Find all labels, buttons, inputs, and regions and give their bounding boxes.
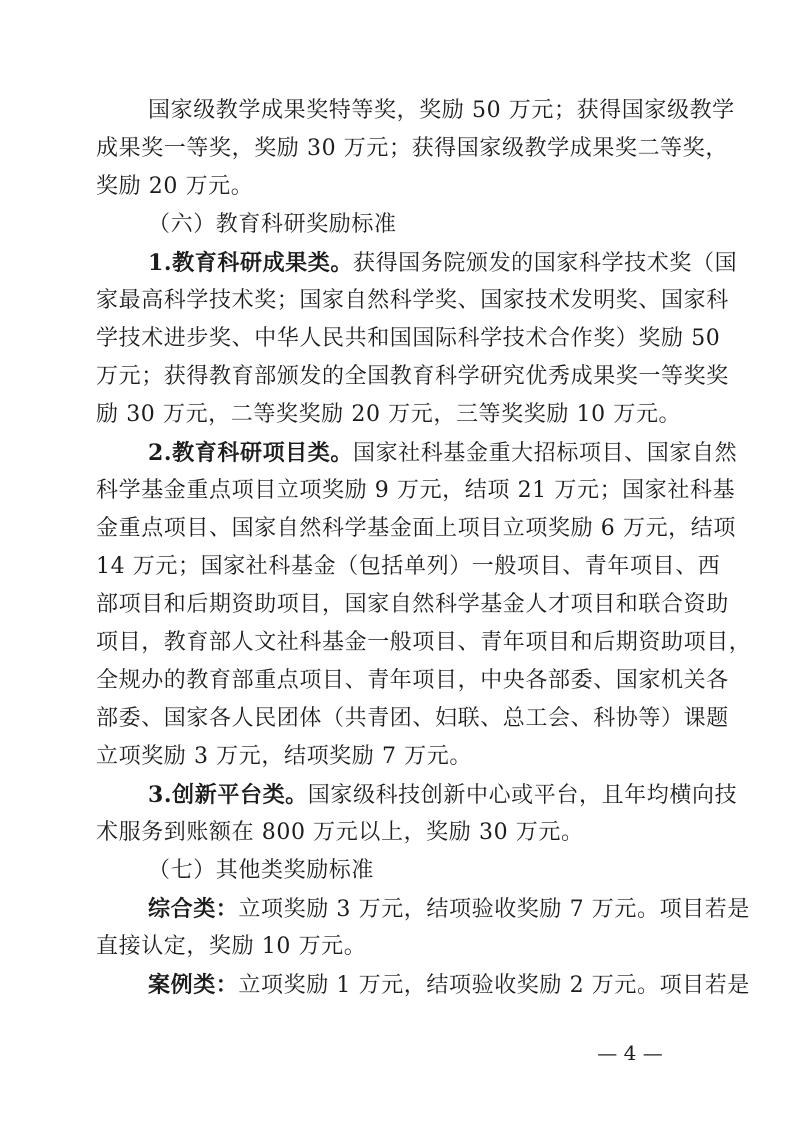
text-line: 万元；获得教育部颁发的全国教育科学研究优秀成果奖一等奖奖 — [96, 364, 729, 389]
text-line: 国家级教学成果奖特等奖，奖励 50 万元；获得国家级教学 — [148, 98, 735, 123]
text-line: 立项奖励 3 万元，结项奖励 7 万元。 — [96, 744, 472, 769]
text-line: 项目，教育部人文社科基金一般项目、青年项目和后期资助项目， — [96, 630, 752, 655]
text-line: 1.教育科研成果类。获得国务院颁发的国家科学技术奖（国 — [148, 250, 738, 276]
text-line: 学技术进步奖、中华人民共和国国际科学技术合作奖）奖励 50 — [96, 326, 721, 351]
item-heading: 综合类： — [148, 896, 239, 922]
text-line: 全规办的教育部重点项目、青年项目，中央各部委、国家机关各 — [96, 668, 729, 693]
text-line: 14 万元；国家社科基金（包括单列）一般项目、青年项目、西 — [96, 554, 721, 579]
text-line: 2.教育科研项目类。国家社科基金重大招标项目、国家自然 — [148, 440, 738, 466]
text-line: 金重点项目、国家自然科学基金面上项目立项奖励 6 万元，结项 — [96, 516, 736, 541]
text-line: 3.创新平台类。国家级科技创新中心或平台，且年均横向技 — [148, 782, 738, 808]
item-heading: 2.教育科研项目类。 — [148, 440, 353, 466]
text-line: 部项目和后期资助项目，国家自然科学基金人才项目和联合资助 — [96, 592, 729, 617]
page-number: — 4 — — [597, 1041, 663, 1065]
section-heading: （六）教育科研奖励标准 — [148, 212, 397, 237]
item-heading: 1.教育科研成果类。 — [148, 250, 353, 276]
text-line: 奖励 20 万元。 — [96, 174, 254, 199]
section-heading: （七）其他类奖励标准 — [148, 858, 375, 883]
item-heading: 3.创新平台类。 — [148, 782, 308, 808]
text-line: 励 30 万元，二等奖奖励 20 万元，三等奖奖励 10 万元。 — [96, 402, 682, 427]
text-line: 科学基金重点项目立项奖励 9 万元，结项 21 万元；国家社科基 — [96, 478, 736, 503]
text-line: 综合类：立项奖励 3 万元，结项验收奖励 7 万元。项目若是 — [148, 896, 750, 922]
text-line: 直接认定，奖励 10 万元。 — [96, 934, 367, 959]
item-heading: 案例类： — [148, 972, 239, 998]
text-line: 成果奖一等奖，奖励 30 万元；获得国家级教学成果奖二等奖， — [96, 136, 728, 161]
text-line: 部委、国家各人民团体（共青团、妇联、总工会、科协等）课题 — [96, 706, 729, 731]
text-line: 家最高科学技术奖；国家自然科学奖、国家技术发明奖、国家科 — [96, 288, 729, 313]
text-line: 术服务到账额在 800 万元以上，奖励 30 万元。 — [96, 820, 584, 845]
text-line: 案例类：立项奖励 1 万元，结项验收奖励 2 万元。项目若是 — [148, 972, 750, 998]
